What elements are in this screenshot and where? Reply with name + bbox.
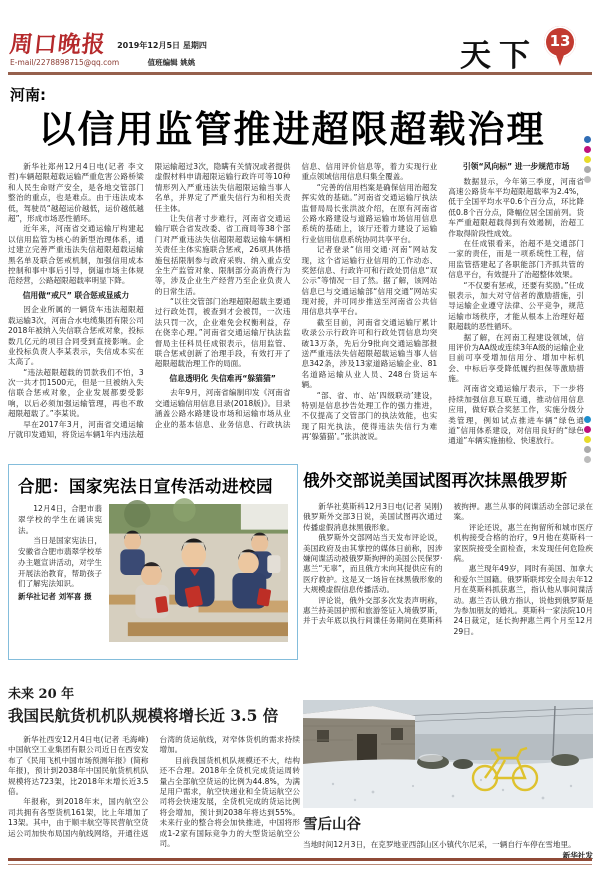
- masthead: [10, 26, 207, 59]
- paragraph: 去年9月，河南省编制印发《河南省交通运输信用信息目录(2018版)》。目录涵盖公路水路建设市场和运输市场从业企业的基本信息、业务信息、行政执法信息、信用评价信息等，着力实现行业重点领域信用信息归集全覆盖。: [154, 162, 438, 429]
- russia-article-title: 俄外交部说美国试图再次抹黑俄罗斯: [303, 471, 567, 490]
- section-title: 天下: [460, 38, 538, 74]
- paper-email: E-mail/2278898715@qq.com: [10, 58, 120, 67]
- registration-marks-icon: [584, 136, 592, 186]
- cargo-article-title: 我国民航货机机队规模将增长近 3.5 倍: [8, 706, 279, 725]
- paragraph: 让失信者寸步难行，河南省交通运输厅联合省发改委、省工商局等38个部门对严重违法失信超限超载运输车辆相关责任主体实施联合惩戒，26项具体措施包括限制参与政府采购、纳入重点安全生产监管对象、限制部分高消费行为等，涉及企业生产经营乃至企业负责人的日常生活。: [154, 213, 291, 296]
- hefei-article-title: 合肥：国家宪法日宣传活动进校园: [18, 477, 273, 496]
- paragraph: 在任成银看来，治超不是交通部门一家的责任，而是一项系统性工程，信用监管搭建起了各职能部门齐抓共管的信息平台，有效提升了治超整体效果。: [448, 239, 584, 280]
- page-number-pin-icon: [544, 26, 576, 58]
- subhead: 信用做“戒尺” 联合惩戒显威力: [22, 290, 130, 300]
- paragraph: “完善的信用档案是确保信用治超发挥实效的基础。”河南省交通运输厅执法监督局局长张洪波介绍，在原有河南省公路水路建设与道路运输市场信用信息系统的基础上，该厅还着力建设了运输行业信用信息系统协同共享平台。: [301, 182, 438, 244]
- main-article-kicker: 河南:: [10, 86, 46, 104]
- paragraph: 早在2017年3月，河南省交通运输厅就印发通知，将货运车辆1年内违法超限运输超过3次，隐瞒有关情况或者提供虚假材料申请超限运输行政许可等10种情形列入严重违法失信超限运输当事人名单，并界定了严重失信行为和相关责任主体。: [8, 162, 291, 440]
- hefei-article-box: [8, 464, 298, 660]
- photo-byline: 新华社记者 刘军喜 摄: [18, 592, 92, 602]
- paragraph: “以往交管部门治理超限超载主要通过行政处罚，被查到才会被罚，一次违法只罚一次，企业难免会权衡利益，存在侥幸心理。”河南省交通运输厅执法监督局主任科员任成银表示，信用监管、联合惩戒创新了治理手段，有效打开了超限超载治理工作的局面。: [154, 297, 291, 369]
- snow-valley-photo: [303, 700, 593, 808]
- paragraph: 河南省交通运输厅表示，下一步将持续加强信息互联互通，推动信用信息应用，做好联合奖惩工作，实施分级分类管理，例如试点推进车辆“绿色通道”信用体系建设，对信用良好的“绿色通道”车辆实施抽检、快速放行。: [448, 384, 584, 446]
- page-number: 13: [549, 32, 571, 50]
- russia-article-body: [303, 502, 593, 698]
- paragraph: 评论还说，惠兰在拘留所和城市医疗机构接受合格的治疗，9月他在莫斯科一家医院接受全面检查，未发现任何危险疾病。: [453, 522, 593, 563]
- paragraph: 年报称，到2018年末，国内航空公司共拥有各型货机161架，比上年增加了13架。其中，由于顺丰航空等民营航空货运公司加快布局国内航线网络，开通往返台湾的货运航线，对窄体货机的需求持续增加。: [8, 735, 300, 838]
- paper-date: 2019年12月5日 星期四: [117, 41, 207, 50]
- subhead: 信息透明化 失信难再“躲猫猫”: [169, 373, 276, 383]
- paragraph: 新华社莫斯科12月3日电(记者 吴刚)俄罗斯外交部3日说，美国试图再次通过传播虚假消息抹黑俄形象。: [303, 502, 443, 532]
- photo-credit: 新华社发: [562, 851, 593, 860]
- paragraph: 当日是国家宪法日，安徽省合肥市翡翠学校举办主题宣讲活动，对学生开展法治教育，帮助孩子们了解宪法知识。: [18, 536, 102, 589]
- paragraph: 近年来，河南省交通运输厅构建起以信用监管为核心的新型治理体系，通过建立完善严重违法失信超限超载运输黑名单及联合惩戒机制，加强信用成本控制和事中事后引导，倒逼市场主体规范经营，公路超限超载率明显下降。: [8, 224, 144, 286]
- snow-photo-caption-title: 雪后山谷: [303, 816, 361, 833]
- duty-editor: 值班编辑 姚姚: [147, 58, 196, 67]
- cargo-article-body: [8, 735, 300, 859]
- classroom-photo: [109, 504, 288, 642]
- main-article-body: [8, 162, 584, 460]
- registration-marks-icon: [584, 416, 592, 466]
- paragraph: 新华社西安12月4日电(记者 毛海峰)中国航空工业集团有限公司近日在西安发布了《民用飞机中国市场预测年报》(简称年报)，预计到2038年中国民航货机机队规模将达723架，比2018年末增长近3.5倍。: [8, 735, 149, 796]
- masthead-contact-line: [10, 57, 195, 68]
- paragraph: “不仅要有惩戒，还要有奖励。”任成银表示，加大对守信者的激励措施，引导运输企业遵守法律、公平竞争，规范运输市场秩序，才能从根本上治理好超限超载的恶性循环。: [448, 280, 584, 332]
- paragraph: 数据显示，今年第三季度，河南省高速公路货车平均超限超载率为2.4%，低于全国平均水平0.6个百分点，环比降低0.8个百分点，降幅位居全国前列。货车严重超限超载得到有效遏制，治超工作取得阶段性成效。: [448, 176, 584, 238]
- russia-article: [303, 467, 593, 698]
- cargo-article-kicker: 未来 20 年: [8, 687, 75, 702]
- paragraph: 记者登录“信用交通·河南”网站发现，这个省运输行业信用的工作动态、奖惩信息、行政许可和行政处罚信息“双公示”等情况一目了然。据了解，该网站信息已与交通运输部“信用交通”网站实现对接，并可同步推送至河南省公共信用信息共享平台。: [301, 245, 438, 317]
- paragraph: 目前我国货机机队规模还不大，结构还不合理。2018年全货机完成货运周转量占全部航空货运的比例为44.8%，为满足用户需求，航空快递业和全货运航空公司将会快速发展，全货机完成的货运比例将会增加，预计到2038年将达到55%。未来行业的整合将会加快推进，中国将形成1-2家有国际竞争力的大型货运航空公司。: [159, 755, 300, 848]
- snow-photo-caption: 当地时间12月3日，在克罗地亚西部山区小镇代尔尼采，一辆自行车停在雪地里。: [303, 840, 576, 849]
- paragraph: 惠兰现年49岁，同时有美国、加拿大和爱尔兰国籍。俄罗斯联邦安全局去年12月在莫斯科抓获惠兰，指认他从事间谍活动。惠兰否认俄方指认，说他到俄罗斯是为参加朋友的婚礼。莫斯科一家法院10月24日裁定，延长拘押惠兰两个月至12月29日。: [453, 564, 593, 636]
- paragraph: 俄罗斯外交部网站当天发布评论说，美国政府及由其掌控的媒体日前称，因涉嫌间谍活动被俄罗斯拘押的美国公民保罗·惠兰“无辜”，而且俄方未向其提供应有的医疗救护。这是又一场旨在抹黑俄形象的大规模虚假信息传播活动。: [303, 533, 443, 595]
- paragraph: “违法超限超载的罚款我们不怕，3次一共才罚1500元，但是一旦被纳入失信联合惩戒对象，企业发展都要受影响，以后必须加强运输管理，再也不敢超限超载了。”李某说。: [8, 367, 144, 419]
- snow-photo-caption-block: [303, 813, 593, 861]
- paragraph: 截至目前，河南省交通运输厅累计收录公示行政许可和行政处罚信息均突破13万条，先后分9批向交通运输部报送严重违法失信超限超载运输当事人信息342条，涉及13家道路运输企业、81名道路运输从业人员、248台货运车辆。: [301, 317, 438, 390]
- subhead: 引领“风向标” 进一步规范市场: [462, 162, 570, 171]
- paragraph: 因企业所属的一辆货车违法超限超载运输3次，河南合水电缆集团有限公司2018年被纳入失信联合惩戒对象，投标数几亿元的项目合同受到直接影响。企业投标负责人李某表示，失信成本实在太高了。: [8, 305, 144, 367]
- paper-name: 周口晚报: [8, 31, 108, 58]
- paragraph: 评论说，俄外交部多次发表声明称，惠兰持美国护照和旅游签证入境俄罗斯，并于去年底以执行间谍任务期间在莫斯科被拘押。惠兰从事的间谍活动全部记录在案。: [303, 502, 593, 626]
- cargo-article: [8, 683, 300, 859]
- footer-rule: [8, 858, 592, 865]
- paragraph: 新华社郑州12月4日电(记者 李文哲)车辆超限超载运输严重危害公路桥梁和人民生命财产安全，是各地交管部门整治的重点，也是难点。由于违法成本低，驾驶员“越超运价越低，运价越低越超”，形成市场恶性循环。: [8, 162, 144, 223]
- hefei-article-body: [18, 504, 102, 642]
- paragraph: 据了解，在河南工程建设领域，信用评价为AA级或连续3年A级的运输企业目前可享受增加信用分、增加中标机会、中标后享受降低履约担保等激励措施。: [448, 332, 584, 384]
- paragraph: 12月4日，合肥市翡翠学校的学生在诵读宪法。: [18, 504, 102, 535]
- header-rule: [8, 72, 592, 75]
- main-article-headline: 以信用监管推进超限超载治理: [38, 107, 546, 151]
- paragraph: “部、省、市、站‘四级联动’建设，特别是信息抄告处理工作的强力推进，不仅提高了交管部门的执法效能，也实现了阳光执法，使得违法失信行为难再‘躲猫猫’。”张洪波说。: [301, 390, 438, 442]
